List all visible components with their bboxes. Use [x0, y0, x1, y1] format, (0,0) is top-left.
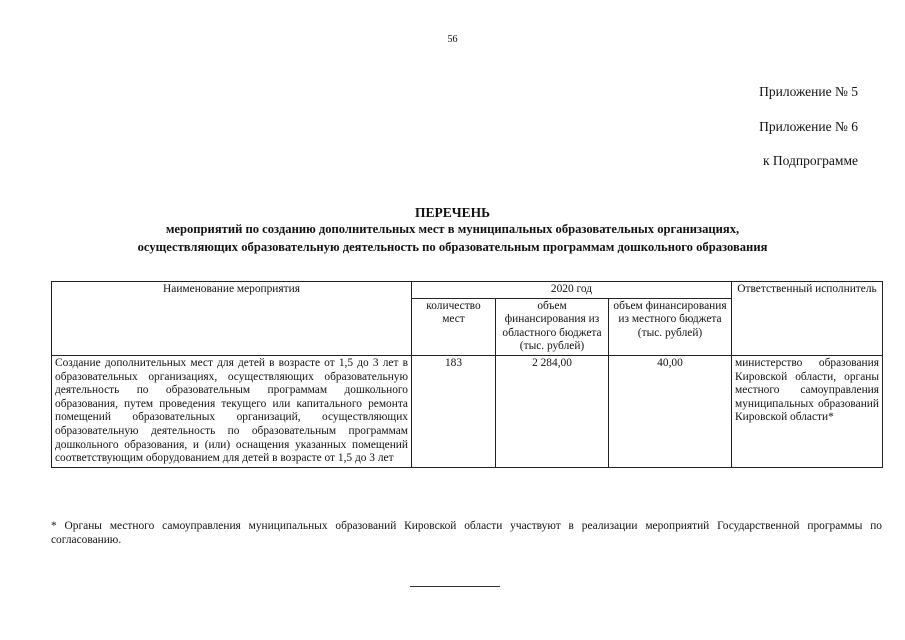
footnote: * Органы местного самоуправления муниципальных образований Кировской области участвуют в реализации мероприятий Государственной программы по согласованию.: [51, 520, 882, 546]
appendix-subprogram: к Подпрограмме: [763, 153, 858, 168]
appendix-number-5: Приложение № 5: [759, 84, 858, 99]
header-measure-name: Наименование мероприятия: [52, 282, 412, 356]
table-row: [52, 355, 883, 467]
places-cell: 183: [412, 355, 496, 467]
responsible-cell: министерство образования Кировской области, органы местного самоуправления муниципальных образований Кировской области*: [732, 355, 883, 467]
document-title-line2: осуществляющих образовательную деятельность по образовательным программам дошкольного образования: [137, 240, 768, 254]
document-title-line1: мероприятий по созданию дополнительных мест в муниципальных образовательных организациях,: [165, 222, 740, 236]
regional-budget-cell: 2 284,00: [496, 355, 609, 467]
measures-table: [51, 281, 883, 468]
measure-name-cell: Создание дополнительных мест для детей в возрасте от 1,5 до 3 лет в образовательных организациях, осуществляющих образовательную деятельность по образовательным программам дошкольного образования, путем проведения текущего или капитального ремонта помещений образовательных организаций, осуществляющих образовательную деятельность по образовательным программам дошкольного образования, и (или) оснащения указанных помещений соответствующим оборудованием для детей в возрасте от 1,5 до 3 лет: [52, 355, 412, 467]
header-year: 2020 год: [412, 282, 732, 299]
header-places: количество мест: [412, 298, 496, 355]
local-budget-cell: 40,00: [609, 355, 732, 467]
appendix-number-6: Приложение № 6: [759, 119, 858, 134]
document-heading: ПЕРЕЧЕНЬ: [414, 205, 491, 220]
page-number: 56: [447, 34, 458, 45]
header-regional-budget: объем финансирования из областного бюджета (тыс. рублей): [496, 298, 609, 355]
table-header-row: [52, 282, 883, 299]
header-responsible: Ответственный исполнитель: [732, 282, 883, 356]
footnote-separator-line: [410, 586, 500, 587]
header-local-budget: объем финансирования из местного бюджета (тыс. рублей): [609, 298, 732, 355]
